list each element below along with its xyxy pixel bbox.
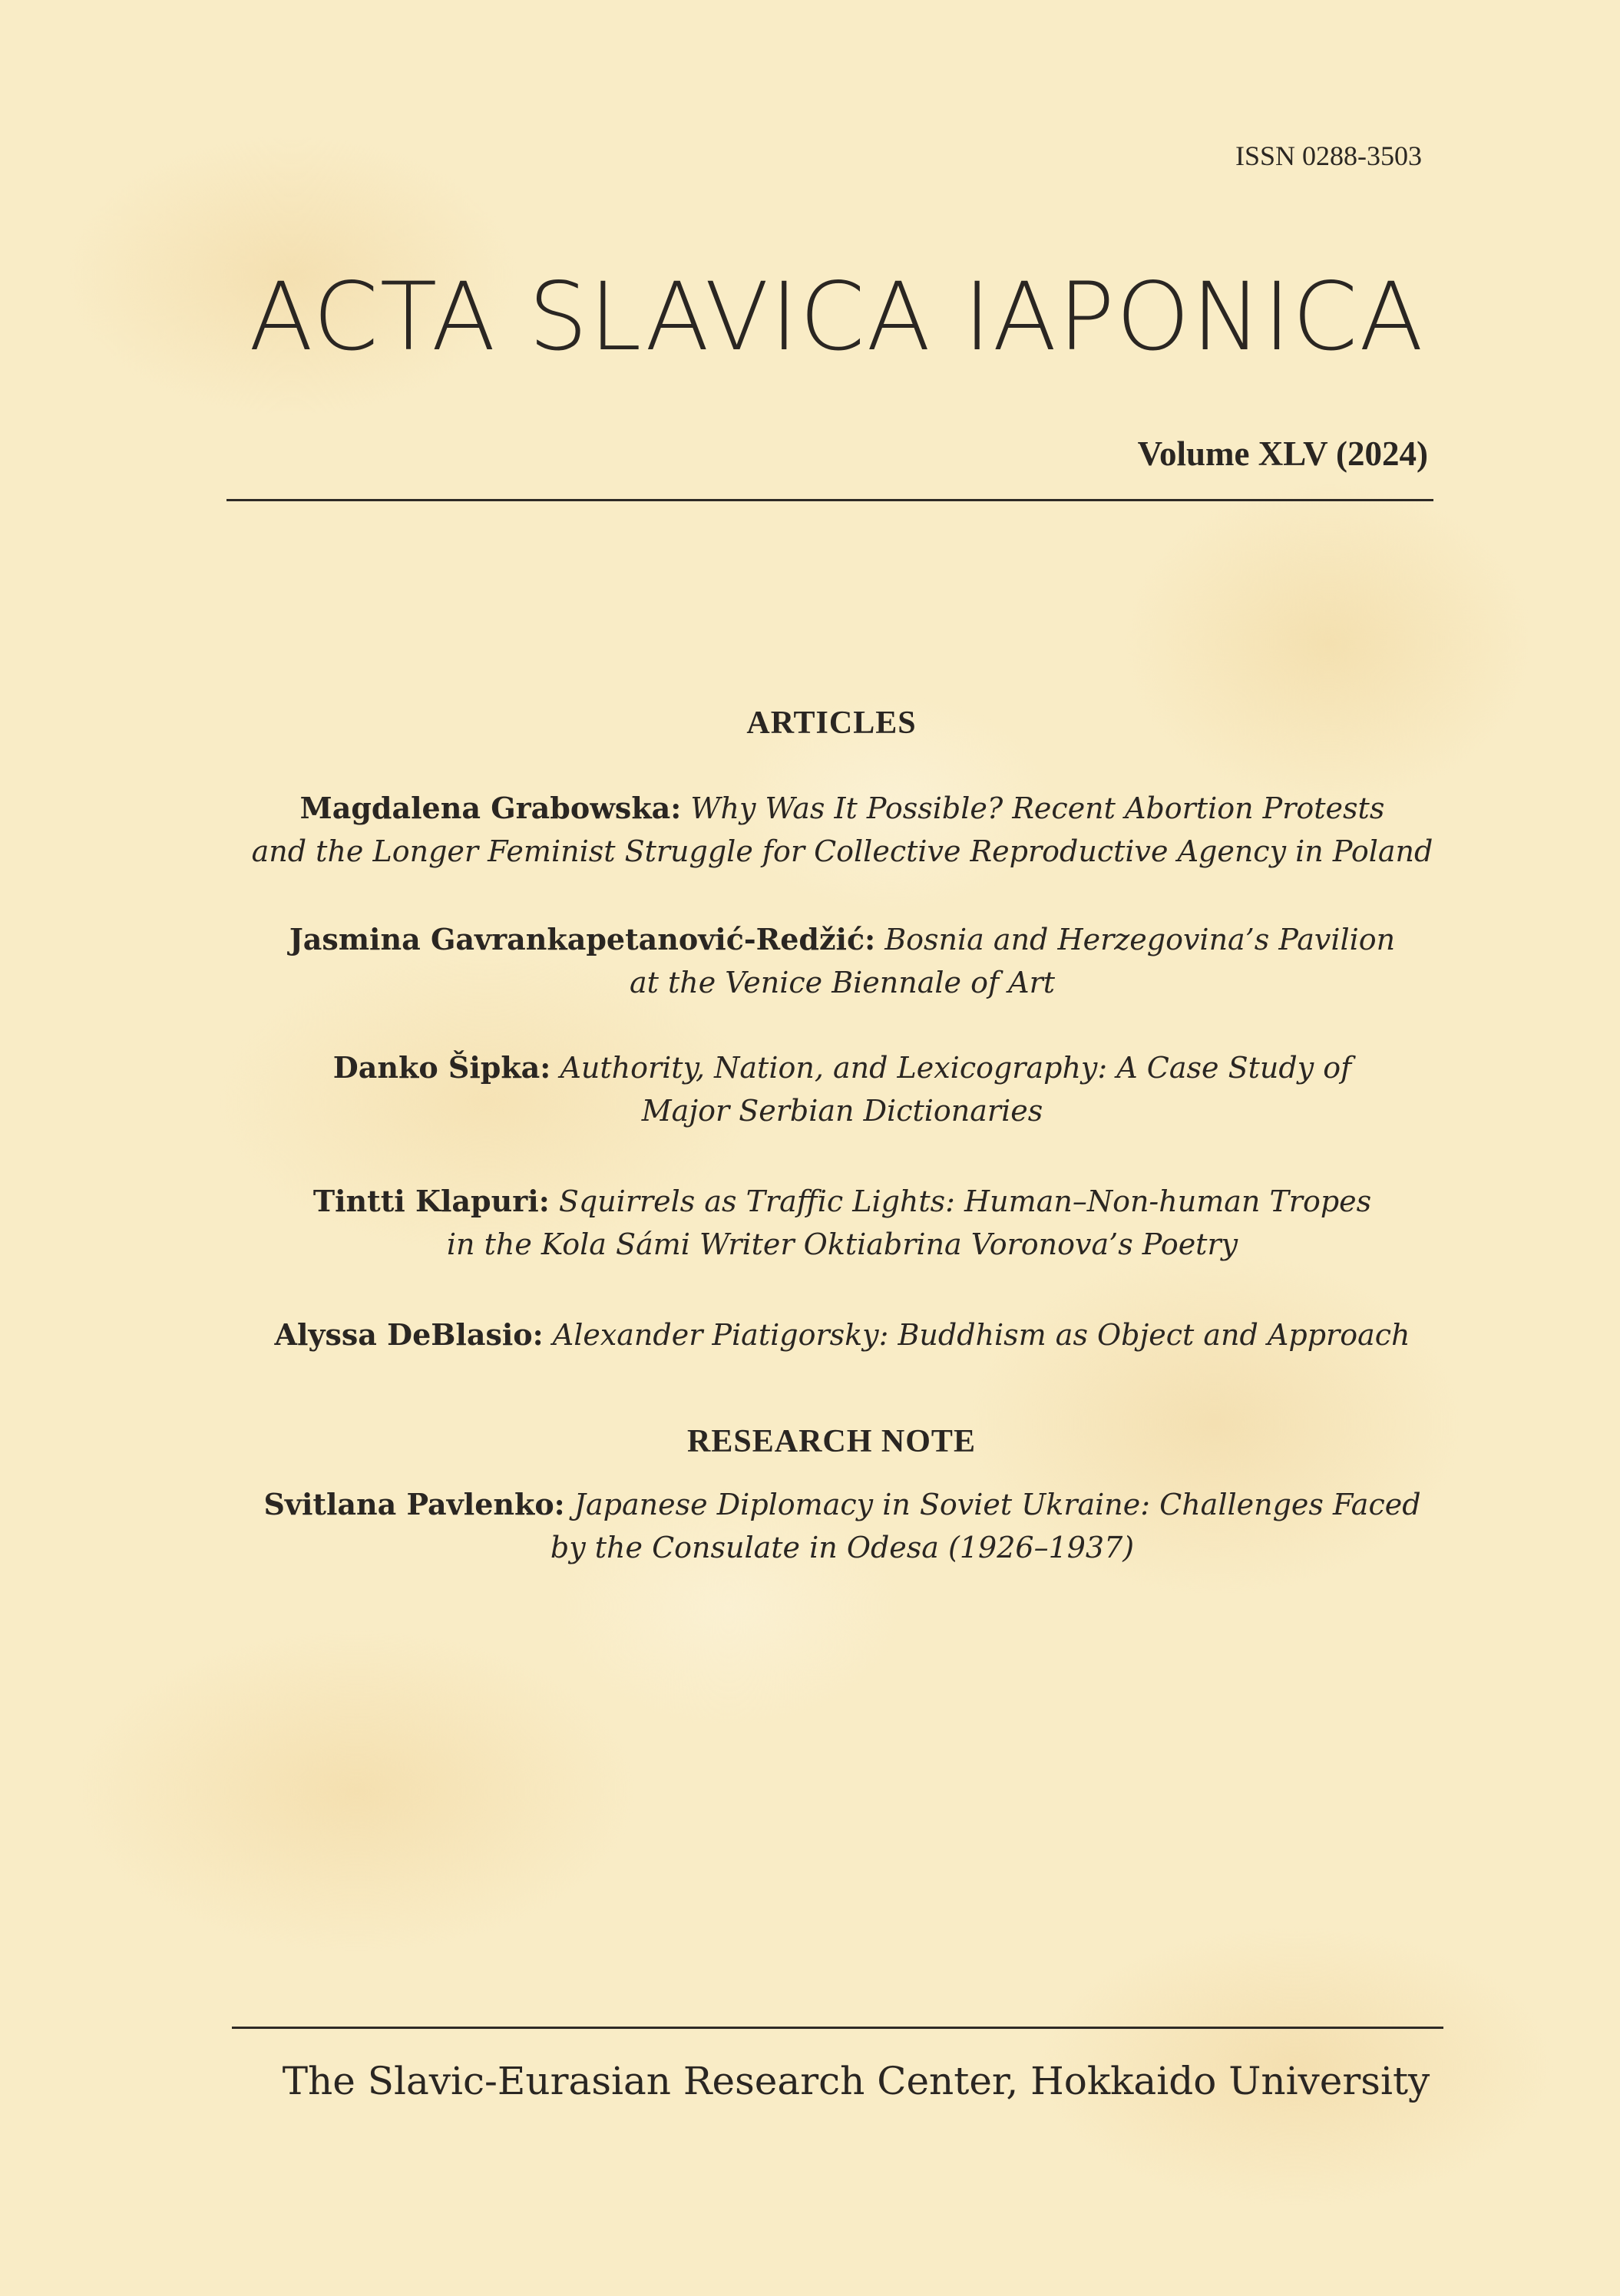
research-note-entry bbox=[32, 1483, 1620, 1569]
article-author: Alyssa DeBlasio: bbox=[274, 1317, 544, 1352]
article-author: Magdalena Grabowska: bbox=[299, 791, 682, 825]
article-entry bbox=[32, 1046, 1620, 1132]
research-note-heading: RESEARCH NOTE bbox=[687, 1424, 976, 1459]
journal-title bbox=[0, 263, 1620, 372]
article-title-continued: at the Venice Biennale of Art bbox=[629, 966, 1056, 999]
article-entry bbox=[32, 787, 1620, 873]
article-title-continued: and the Longer Feminist Struggle for Collective Reproductive Agency in Poland bbox=[251, 834, 1433, 868]
article-entry bbox=[32, 1180, 1620, 1266]
article-line-1 bbox=[32, 918, 1620, 961]
article-entry bbox=[32, 918, 1620, 1004]
research-note-author: Svitlana Pavlenko: bbox=[263, 1487, 565, 1521]
top-divider bbox=[226, 499, 1433, 501]
article-author: Jasmina Gavrankapetanović-Redžić: bbox=[289, 922, 876, 956]
article-line-1 bbox=[32, 1313, 1620, 1356]
research-note-line-1 bbox=[32, 1483, 1620, 1526]
article-title: Why Was It Possible? Recent Abortion Protests bbox=[690, 791, 1385, 825]
article-author: Danko Šipka: bbox=[332, 1050, 551, 1085]
bottom-divider bbox=[232, 2027, 1443, 2029]
article-title: Authority, Nation, and Lexicography: A Case Study of bbox=[560, 1051, 1352, 1085]
volume-label: Volume XLV (2024) bbox=[1137, 434, 1428, 473]
article-title: Squirrels as Traffic Lights: Human–Non-human Tropes bbox=[558, 1184, 1372, 1218]
article-title: Bosnia and Herzegovina’s Pavilion bbox=[884, 923, 1396, 956]
research-note-title: Japanese Diplomacy in Soviet Ukraine: Challenges Faced bbox=[574, 1488, 1421, 1521]
journal-title-text: ACTA SLAVICA IAPONICA bbox=[249, 263, 1425, 372]
publisher-name-text: The Slavic-Eurasian Research Center, Hokkaido University bbox=[282, 2059, 1430, 2103]
article-title: Alexander Piatigorsky: Buddhism as Object and Approach bbox=[552, 1318, 1410, 1352]
research-note-title-continued: by the Consulate in Odesa (1926–1937) bbox=[550, 1531, 1135, 1564]
article-line-1 bbox=[32, 787, 1620, 830]
article-title-continued: Major Serbian Dictionaries bbox=[641, 1094, 1043, 1128]
article-line-1 bbox=[32, 1180, 1620, 1223]
article-title-continued: in the Kola Sámi Writer Oktiabrina Voronova’s Poetry bbox=[446, 1227, 1238, 1261]
publisher-name bbox=[0, 2059, 1620, 2103]
article-author: Tintti Klapuri: bbox=[312, 1184, 550, 1218]
article-entry bbox=[32, 1313, 1620, 1356]
issn-number: ISSN 0288-3503 bbox=[1235, 140, 1422, 171]
article-line-1 bbox=[32, 1046, 1620, 1089]
articles-heading: ARTICLES bbox=[746, 705, 917, 741]
